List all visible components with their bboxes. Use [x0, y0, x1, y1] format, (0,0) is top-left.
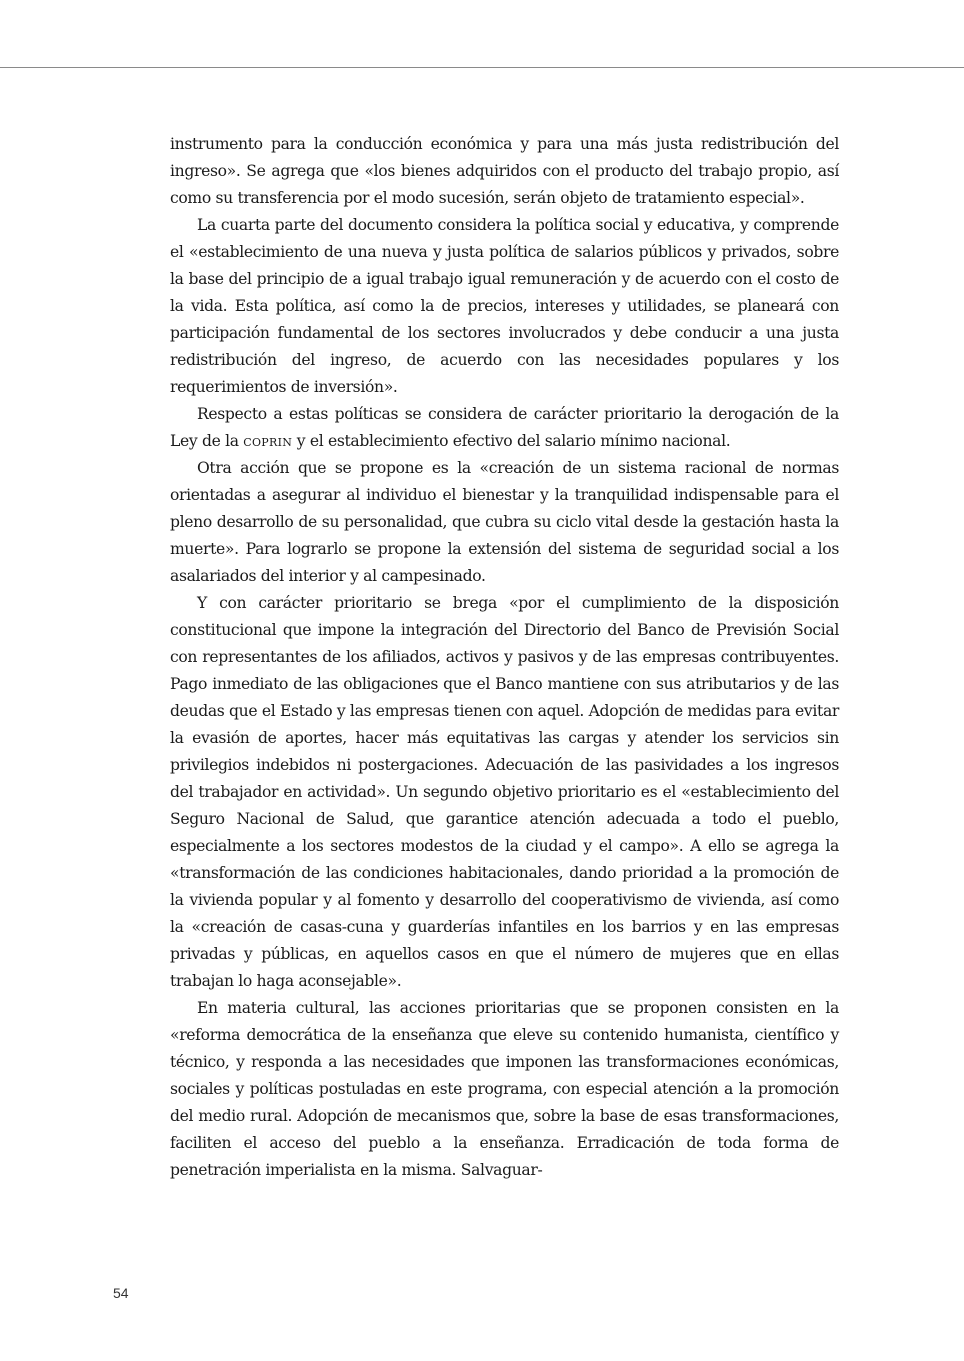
- paragraph-priorities-text-1: Respecto a estas políticas se considera de carácter prioritario la derogación de la Ley de la: [170, 405, 839, 450]
- paragraph-priorities-text-2: y el establecimiento efectivo del salario mínimo nacional.: [292, 432, 731, 450]
- paragraph-bps: Y con carácter prioritario se brega «por el cumplimiento de la disposición constitucional que impone la integración del Directorio del Banco de Previsión Social con representantes de los afiliados, activos y pasivos y de las empresas contribuyentes. Pago inmediato de las obligaciones que el Banco mantiene con sus atributarios y de las deudas que el Estado y las empresas tienen con aquel. Adopción de medidas para evitar la evasión de aportes, hacer más equitativas las cargas y atender los servicios sin privilegios indebidos ni postergaciones. Adecuación de las pasividades a los ingresos del trabajador en actividad». Un segundo objetivo prioritario es el «establecimiento del Seguro Nacional de Salud, que garantice atención adecuada a todo el pueblo, especialmente a los sectores modestos de la ciudad y el campo». A ello se agrega la «transformación de las condiciones habitacionales, dando prioridad a la promoción de la vivienda popular y al fomento y desarrollo del cooperativismo de vivienda, así como la «creación de casas-cuna y guarderías infantiles en los barrios y en las empresas privadas y públicas, en aquellos casos en que el número de mujeres que en ellas trabajan lo haga aconsejable».: [170, 594, 839, 990]
- paragraph-priorities: [170, 401, 839, 455]
- paragraph-cultural: En materia cultural, las acciones prioritarias que se proponen consisten en la «reforma democrática de la enseñanza que eleve su contenido humanista, científico y técnico, y responda a las necesidades que imponen las transformaciones económicas, sociales y políticas postuladas en este programa, con especial atención a la promoción del medio rural. Adopción de mecanismos que, sobre la base de esas transformaciones, faciliten el acceso del pueblo a la enseñanza. Erradicación de toda forma de penetración imperialista en la misma. Salvaguar-: [170, 999, 839, 1179]
- acronym-coprin: coprin: [243, 432, 293, 450]
- paragraph-continuation: instrumento para la conducción económica y para una más justa redistribución del ingreso». Se agrega que «los bienes adquiridos con el producto del trabajo propio, así como su transferencia por el modo sucesión, serán objeto de tratamiento especial».: [170, 135, 839, 207]
- page-number: 54: [113, 1285, 129, 1301]
- paragraph-social-security: Otra acción que se propone es la «creación de un sistema racional de normas orientadas a asegurar al individuo el bienestar y la tranquilidad indispensable para el pleno desarrollo de su personalidad, que cubra su ciclo vital desde la gestación hasta la muerte». Para lograrlo se propone la extensión del sistema de seguridad social a los asalariados del interior y al campesinado.: [170, 459, 839, 585]
- paragraph-social-policy: La cuarta parte del documento considera la política social y educativa, y comprende el «establecimiento de una nueva y justa política de salarios públicos y privados, sobre la base del principio de a igual trabajo igual remuneración y de acuerdo con el costo de la vida. Esta política, así como la de precios, intereses y utilidades, se planeará con participación fundamental de los sectores involucrados y debe conducir a una justa redistribución del ingreso, de acuerdo con las necesidades populares y los requerimientos de inversión».: [170, 216, 839, 396]
- body-text: [170, 131, 839, 1184]
- header-rule: [0, 67, 964, 68]
